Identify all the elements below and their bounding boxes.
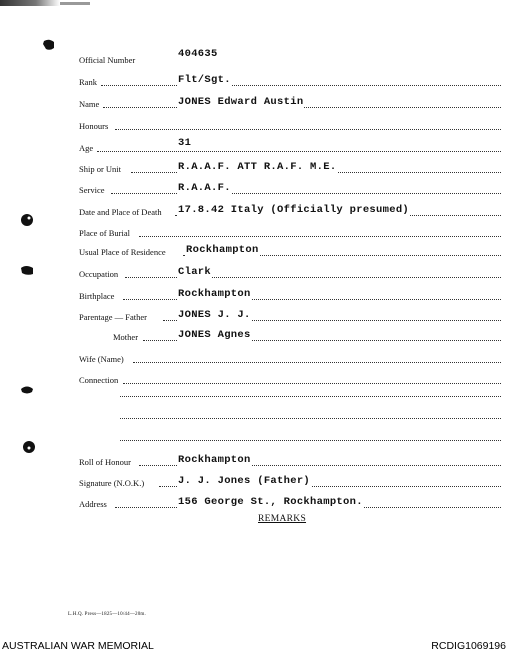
value-ship-or-unit: R.A.A.F. ATT R.A.F. M.E. [178, 161, 337, 173]
label-address: Address [79, 499, 107, 509]
label-rank: Rank [79, 77, 97, 87]
value-rank: Flt/Sgt. [178, 74, 231, 86]
label-birthplace: Birthplace [79, 291, 115, 301]
value-parentage-father: JONES J. J. [178, 309, 251, 321]
punch-hole-icon [42, 38, 56, 52]
row-usual-residence [79, 243, 501, 257]
value-mother: JONES Agnes [178, 329, 251, 341]
row-parentage-father [79, 308, 501, 322]
footer-reference: RCDIG1069196 [431, 640, 506, 652]
punch-hole-icon [20, 213, 34, 227]
connection-blank-line [120, 439, 501, 441]
label-ship-or-unit: Ship or Unit [79, 164, 122, 174]
row-official-number [79, 48, 501, 65]
value-roll-of-honour: Rockhampton [178, 454, 251, 466]
value-address: 156 George St., Rockhampton. [178, 496, 363, 508]
row-wife [79, 350, 501, 364]
row-ship-or-unit [79, 160, 501, 174]
label-connection: Connection [79, 375, 119, 385]
row-connection [79, 371, 501, 385]
footer-credit: AUSTRALIAN WAR MEMORIAL [2, 640, 154, 652]
row-occupation [79, 265, 501, 279]
row-honours [79, 117, 501, 131]
remarks-heading: REMARKS [258, 514, 307, 524]
label-service: Service [79, 185, 105, 195]
printer-note: L.H.Q. Press—1825—10/44—20m. [68, 612, 146, 617]
punch-hole-icon [22, 440, 36, 454]
row-age [79, 139, 501, 153]
label-age: Age [79, 143, 94, 153]
label-roll-of-honour: Roll of Honour [79, 457, 131, 467]
label-wife: Wife (Name) [79, 354, 124, 364]
scan-edge-mark [0, 0, 60, 6]
label-parentage-father: Parentage — Father [79, 312, 147, 322]
punch-hole-icon [20, 263, 34, 277]
row-date-place-death [79, 203, 501, 217]
value-name: JONES Edward Austin [178, 96, 304, 108]
row-roll-of-honour [79, 453, 501, 467]
label-occupation: Occupation [79, 269, 119, 279]
row-name [79, 95, 501, 109]
label-official-number: Official Number [79, 55, 136, 65]
label-place-of-burial: Place of Burial [79, 228, 130, 238]
row-place-of-burial [79, 224, 501, 238]
value-occupation: Clark [178, 266, 212, 278]
row-rank [79, 73, 501, 87]
value-usual-residence: Rockhampton [186, 244, 259, 256]
connection-blank-line [120, 395, 501, 397]
row-address [79, 495, 501, 509]
punch-hole-icon [20, 383, 34, 397]
value-date-place-death: 17.8.42 Italy (Officially presumed) [178, 204, 410, 216]
label-honours: Honours [79, 121, 109, 131]
label-signature-nok: Signature (N.O.K.) [79, 478, 145, 488]
row-mother [113, 328, 501, 342]
connection-blank-line [120, 417, 501, 419]
scan-edge-mark [60, 2, 90, 5]
value-age: 31 [178, 137, 192, 149]
label-mother: Mother [113, 332, 139, 342]
value-service: R.A.A.F. [178, 182, 231, 194]
value-official-number: 404635 [178, 48, 218, 60]
label-usual-residence: Usual Place of Residence [79, 247, 166, 257]
label-name: Name [79, 99, 100, 109]
row-service [79, 181, 501, 195]
row-signature-nok [79, 474, 501, 488]
row-birthplace [79, 287, 501, 301]
value-signature-nok: J. J. Jones (Father) [178, 475, 311, 487]
label-date-place-death: Date and Place of Death [79, 207, 162, 217]
value-birthplace: Rockhampton [178, 288, 251, 300]
